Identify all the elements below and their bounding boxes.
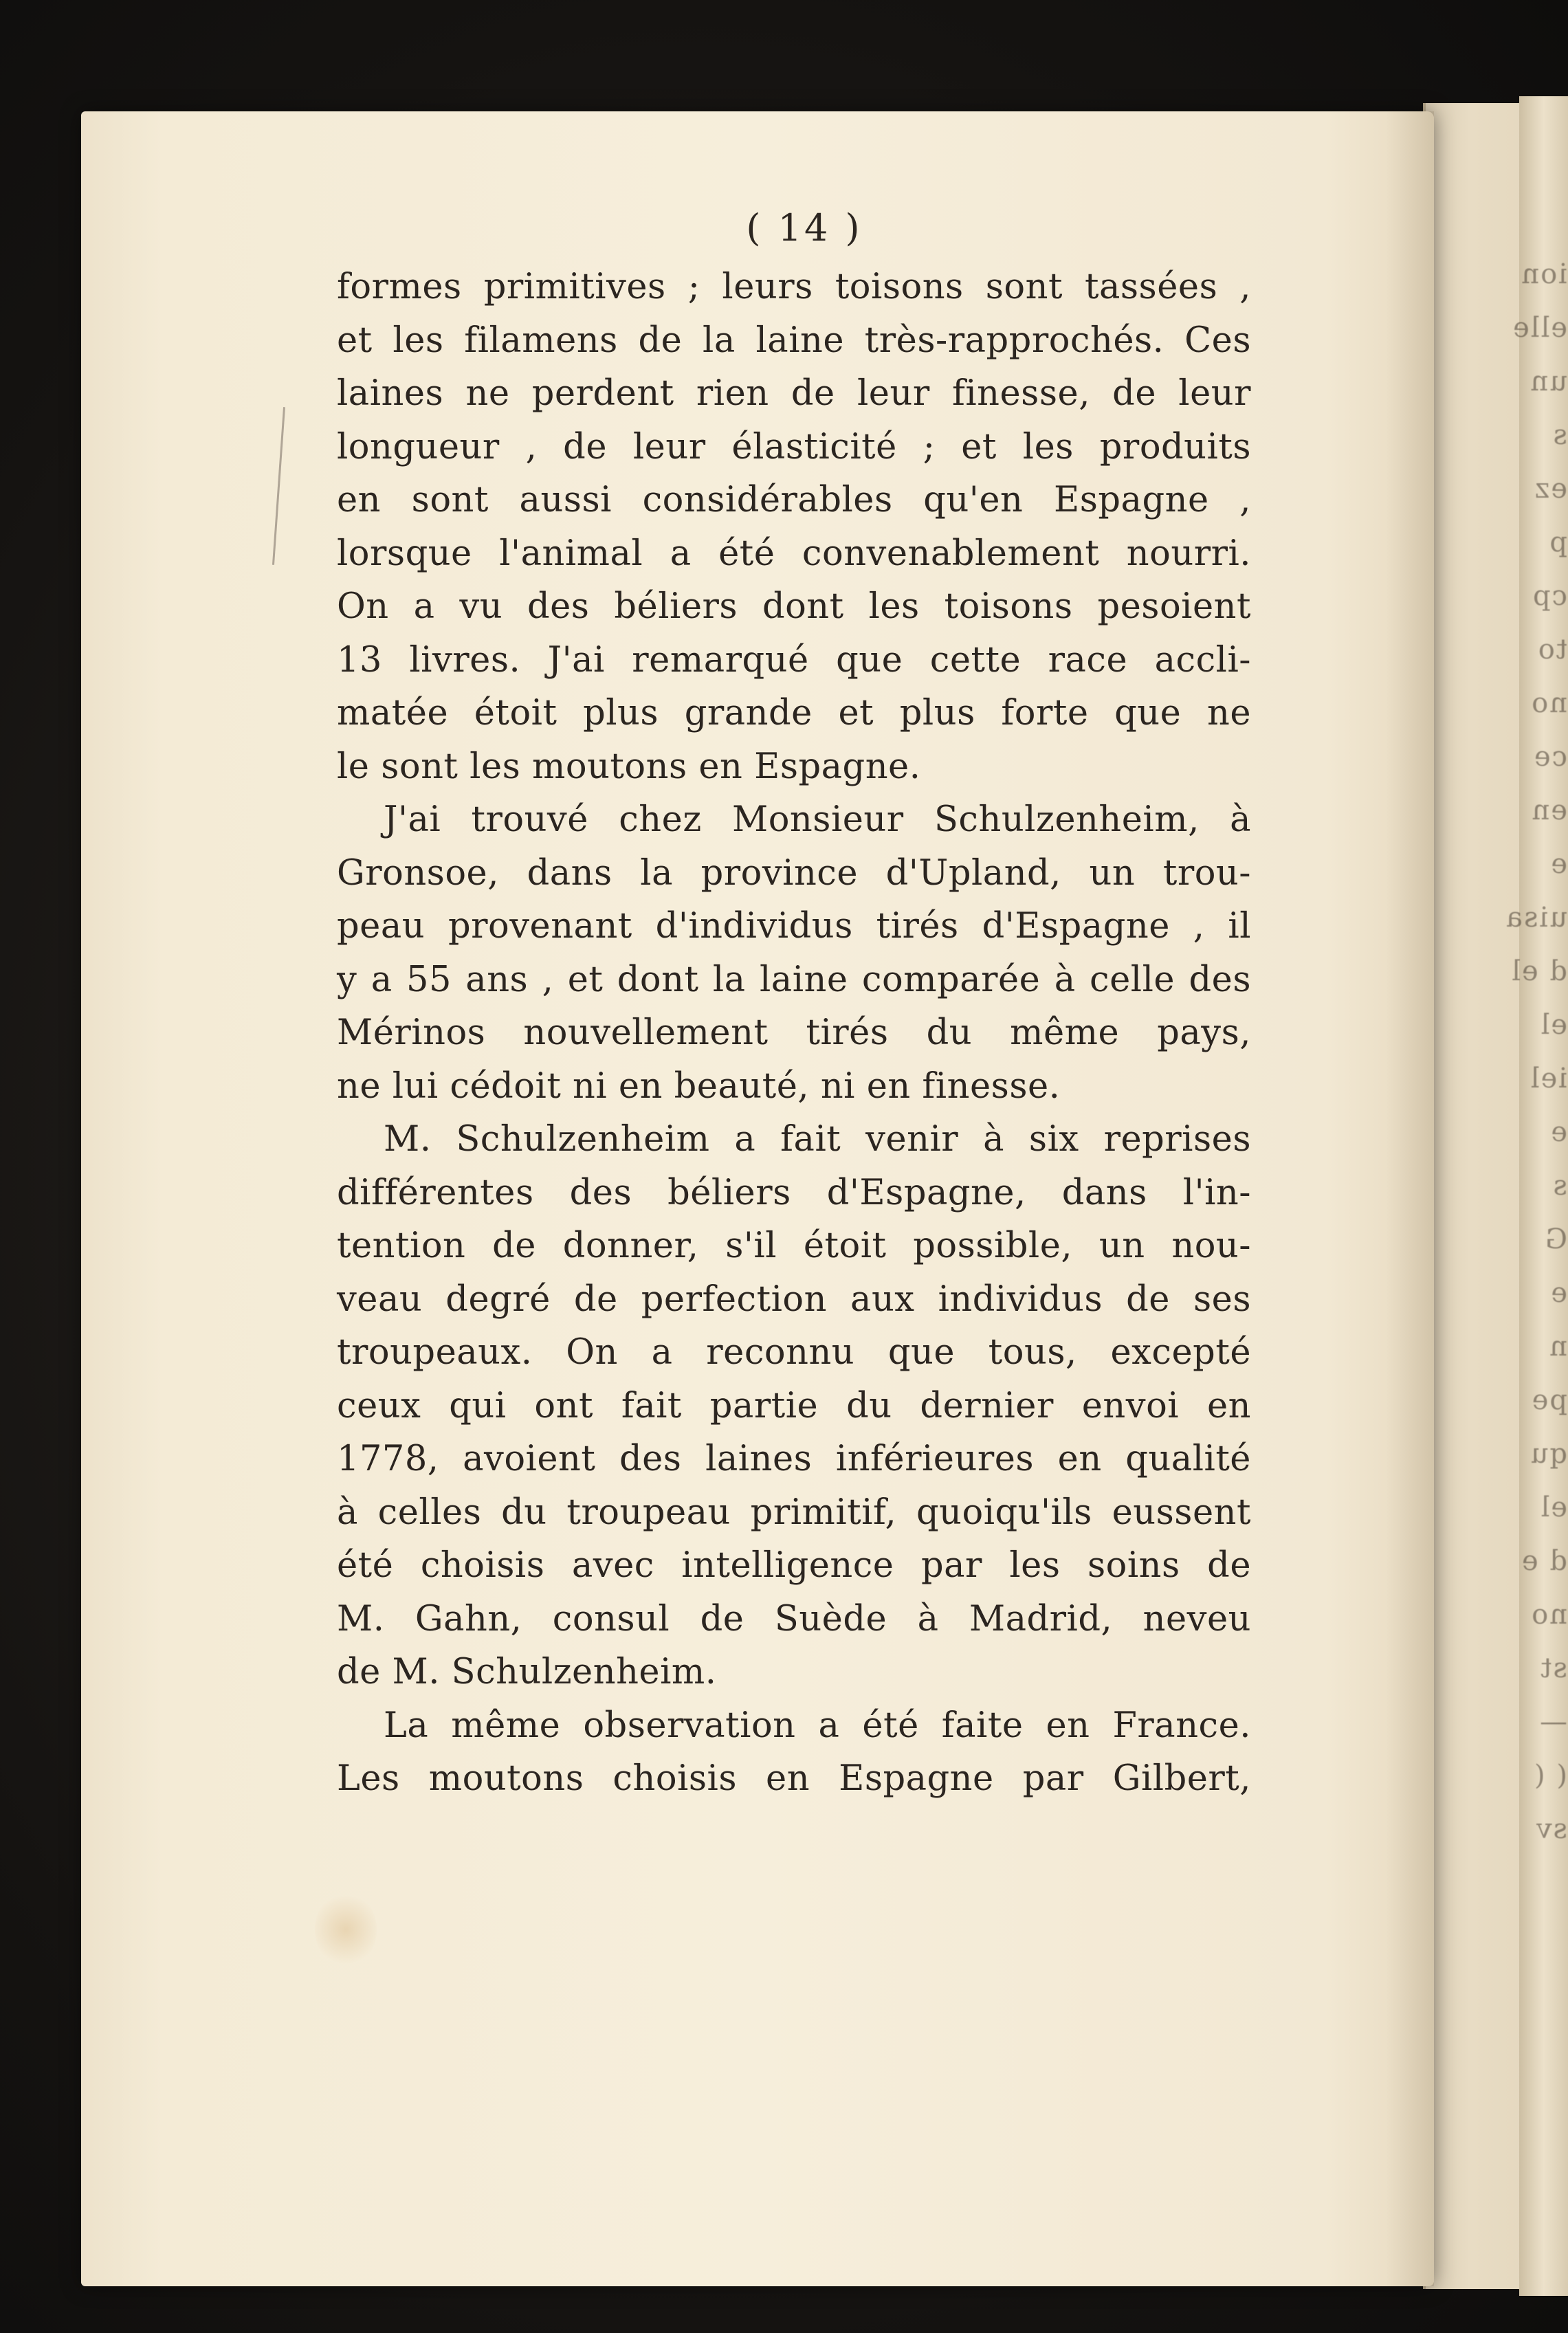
text-line: 1778, avoient des laines inférieures en qualité xyxy=(337,1439,1251,1479)
text-line: tention de donner, s'il étoit possible, un nou- xyxy=(337,1226,1251,1266)
text-line: différentes des béliers d'Espagne, dans l'in- xyxy=(337,1172,1251,1213)
text-line: 13 livres. J'ai remarqué que cette race accli- xyxy=(337,639,1251,681)
text-line: à celles du troupeau primitif, quoiqu'ils eussent xyxy=(337,1492,1251,1533)
text-line: ne lui cédoit ni en beauté, ni en finesse. xyxy=(337,1065,1061,1107)
text-line: et les filamens de la laine très-rapprochés. Ces xyxy=(337,320,1251,361)
text-line: longueur , de leur élasticité ; et les produits xyxy=(337,426,1251,467)
text-line: en sont aussi considérables qu'en Espagne , xyxy=(337,480,1251,520)
text-line: de M. Schulzenheim. xyxy=(337,1652,717,1692)
text-line: y a 55 ans , et dont la laine comparée à celle des xyxy=(337,959,1251,1000)
text-line: J'ai trouvé chez Monsieur Schulzenheim, à xyxy=(384,799,1251,840)
text-line: La même observation a été faite en France. xyxy=(384,1705,1251,1746)
page-gutter-shadow xyxy=(1386,111,1434,2286)
text-line: M. Schulzenheim a fait venir à six reprises xyxy=(384,1119,1251,1160)
text-line: peau provenant d'individus tirés d'Espagne , il xyxy=(337,906,1251,947)
text-line: lorsque l'animal a été convenablement nourri. xyxy=(337,533,1251,574)
page-text-block xyxy=(337,206,1251,1806)
text-line: Mérinos nouvellement tirés du même pays, xyxy=(337,1013,1251,1053)
page-number: ( 14 ) xyxy=(746,206,863,250)
text-line: troupeaux. On a reconnu que tous, excepté xyxy=(337,1332,1251,1373)
text-line: M. Gahn, consul de Suède à Madrid, neveu xyxy=(337,1598,1251,1639)
text-line: On a vu des béliers dont les toisons pesoient xyxy=(337,586,1251,627)
text-line: le sont les moutons en Espagne. xyxy=(337,746,921,787)
text-line: formes primitives ; leurs toisons sont tassées , xyxy=(337,267,1251,307)
text-line: laines ne perdent rien de leur finesse, de leur xyxy=(337,373,1251,414)
text-line: veau degré de perfection aux individus de ses xyxy=(337,1279,1251,1320)
text-line: Les moutons choisis en Espagne par Gilbert, xyxy=(337,1758,1251,1799)
text-line: matée étoit plus grande et plus forte que ne xyxy=(337,693,1251,733)
facing-page-bleed-text: ion elle un s ez p cp to no ce en e uisa d el el iel e s G e n pe qu el d e no st — ( ( sv xyxy=(1505,258,1567,1845)
text-line: été choisis avec intelligence par les soins de xyxy=(337,1545,1251,1586)
text-line: Gronsoe, dans la province d'Upland, un trou- xyxy=(337,852,1251,894)
foxing-stain xyxy=(315,1892,377,1967)
margin-pencil-mark xyxy=(272,407,285,565)
text-line: ceux qui ont fait partie du dernier envoi en xyxy=(337,1385,1251,1426)
